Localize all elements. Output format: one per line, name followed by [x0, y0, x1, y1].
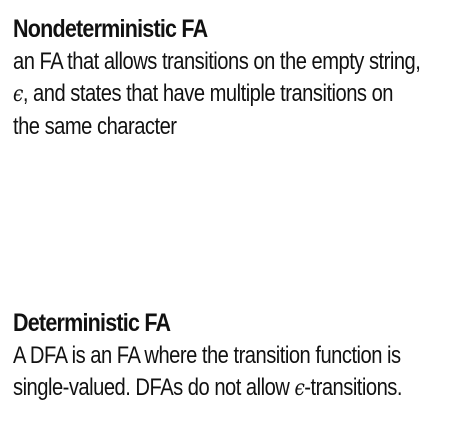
definition-line: single-valued. DFAs do not allow ϵ-transitions.	[13, 374, 402, 401]
term-heading: Deterministic FA	[13, 309, 171, 337]
definition-line: ϵ, and states that have multiple transitions on	[13, 80, 394, 107]
definition-line: A DFA is an FA where the transition function is	[13, 342, 401, 369]
term-definition	[13, 340, 465, 405]
epsilon-symbol: ϵ	[294, 376, 305, 401]
term-definition	[13, 46, 465, 143]
glossary-entry-nondeterministic-fa	[13, 12, 465, 143]
definition-line: an FA that allows transitions on the empty string,	[13, 48, 421, 75]
epsilon-symbol: ϵ	[13, 82, 23, 107]
definition-line: the same character	[13, 113, 177, 140]
term-heading: Nondeterministic FA	[13, 15, 208, 43]
glossary-entry-deterministic-fa	[13, 306, 465, 405]
